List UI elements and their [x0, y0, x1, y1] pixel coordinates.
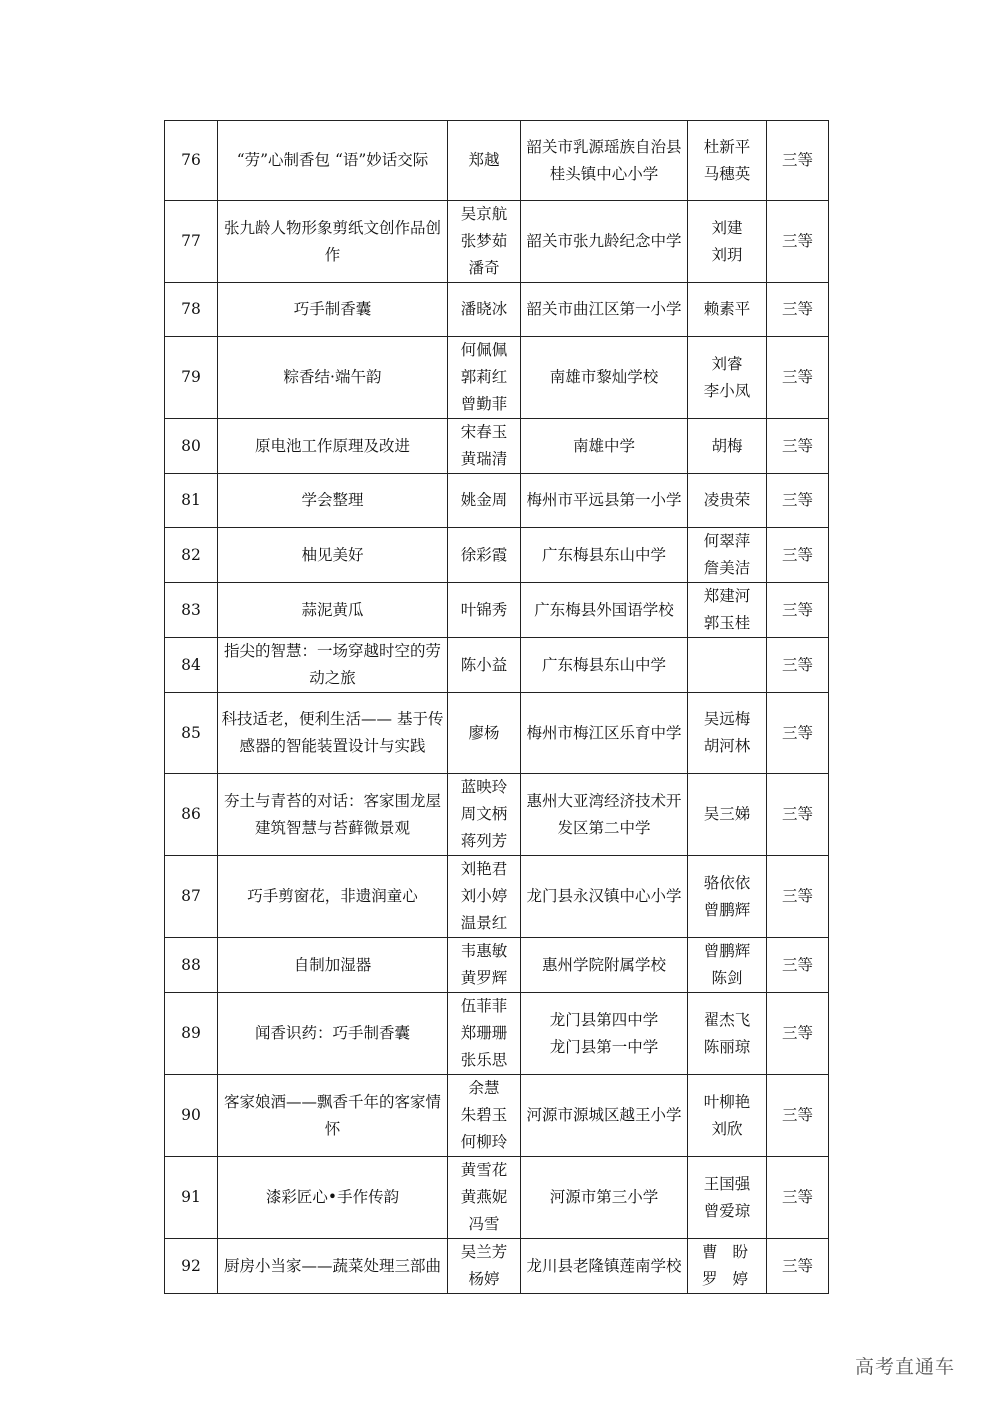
cell-school: 韶关市乳源瑶族自治县桂头镇中心小学 [521, 121, 688, 201]
cell-teachers: 叶柳艳 刘欣 [688, 1075, 767, 1157]
cell-number: 91 [165, 1157, 218, 1239]
watermark-text: 高考直通车 [855, 1356, 956, 1378]
table-row [165, 201, 829, 283]
cell-grade: 三等 [767, 1075, 829, 1157]
cell-title: 漆彩匠心•手作传韵 [218, 1157, 448, 1239]
cell-number: 76 [165, 121, 218, 201]
cell-grade: 三等 [767, 474, 829, 528]
cell-teachers: 郑建河 郭玉桂 [688, 583, 767, 638]
cell-school: 广东梅县东山中学 [521, 638, 688, 693]
cell-authors: 宋春玉 黄瑞清 [448, 419, 521, 474]
cell-school: 韶关市张九龄纪念中学 [521, 201, 688, 283]
cell-authors: 吴京航 张梦茹 潘奇 [448, 201, 521, 283]
cell-number: 90 [165, 1075, 218, 1157]
cell-number: 80 [165, 419, 218, 474]
cell-title: 张九龄人物形象剪纸文创作品创作 [218, 201, 448, 283]
cell-grade: 三等 [767, 1239, 829, 1294]
table-row [165, 938, 829, 993]
cell-grade: 三等 [767, 337, 829, 419]
cell-teachers: 胡梅 [688, 419, 767, 474]
cell-teachers: 刘睿 李小凤 [688, 337, 767, 419]
cell-teachers: 赖素平 [688, 283, 767, 337]
table-row [165, 638, 829, 693]
cell-title: 柚见美好 [218, 528, 448, 583]
cell-authors: 吴兰芳 杨婷 [448, 1239, 521, 1294]
table-row [165, 774, 829, 856]
cell-title: 学会整理 [218, 474, 448, 528]
cell-number: 87 [165, 856, 218, 938]
cell-grade: 三等 [767, 1157, 829, 1239]
table-row [165, 528, 829, 583]
cell-authors: 刘艳君 刘小婷 温景红 [448, 856, 521, 938]
cell-authors: 陈小益 [448, 638, 521, 693]
cell-teachers [688, 638, 767, 693]
cell-authors: 伍菲菲 郑珊珊 张乐思 [448, 993, 521, 1075]
cell-school: 惠州大亚湾经济技术开发区第二中学 [521, 774, 688, 856]
cell-grade: 三等 [767, 638, 829, 693]
table-row [165, 121, 829, 201]
cell-number: 89 [165, 993, 218, 1075]
cell-teachers: 曹盼 罗婷 [688, 1239, 767, 1294]
cell-school: 龙川县老隆镇莲南学校 [521, 1239, 688, 1294]
cell-teachers: 吴远梅 胡河林 [688, 693, 767, 774]
cell-title: 粽香结·端午韵 [218, 337, 448, 419]
table-row [165, 283, 829, 337]
cell-teachers: 王国强 曾爱琼 [688, 1157, 767, 1239]
table-row [165, 1075, 829, 1157]
cell-grade: 三等 [767, 993, 829, 1075]
cell-number: 92 [165, 1239, 218, 1294]
table-row [165, 1157, 829, 1239]
cell-school: 河源市源城区越王小学 [521, 1075, 688, 1157]
cell-school: 龙门县永汉镇中心小学 [521, 856, 688, 938]
cell-number: 84 [165, 638, 218, 693]
awards-table-body [165, 121, 829, 1294]
cell-authors: 韦惠敏 黄罗辉 [448, 938, 521, 993]
cell-title: 自制加湿器 [218, 938, 448, 993]
cell-authors: 郑越 [448, 121, 521, 201]
cell-authors: 何佩佩 郭莉红 曾勤菲 [448, 337, 521, 419]
cell-authors: 潘晓冰 [448, 283, 521, 337]
cell-school: 广东梅县外国语学校 [521, 583, 688, 638]
cell-school: 梅州市平远县第一小学 [521, 474, 688, 528]
cell-number: 78 [165, 283, 218, 337]
cell-number: 88 [165, 938, 218, 993]
cell-teachers: 曾鹏辉 陈剑 [688, 938, 767, 993]
cell-grade: 三等 [767, 856, 829, 938]
cell-grade: 三等 [767, 938, 829, 993]
table-row [165, 474, 829, 528]
cell-title: 客家娘酒——飘香千年的客家情怀 [218, 1075, 448, 1157]
cell-teachers: 翟杰飞 陈丽琼 [688, 993, 767, 1075]
cell-school: 龙门县第四中学 龙门县第一中学 [521, 993, 688, 1075]
awards-table [164, 120, 829, 1294]
cell-teachers: 骆依依 曾鹏辉 [688, 856, 767, 938]
table-row [165, 993, 829, 1075]
cell-number: 85 [165, 693, 218, 774]
cell-school: 河源市第三小学 [521, 1157, 688, 1239]
cell-grade: 三等 [767, 283, 829, 337]
cell-authors: 徐彩霞 [448, 528, 521, 583]
cell-grade: 三等 [767, 201, 829, 283]
cell-teachers: 刘建 刘玥 [688, 201, 767, 283]
cell-authors: 廖杨 [448, 693, 521, 774]
cell-number: 77 [165, 201, 218, 283]
cell-title: 闻香识药：巧手制香囊 [218, 993, 448, 1075]
cell-school: 韶关市曲江区第一小学 [521, 283, 688, 337]
cell-number: 86 [165, 774, 218, 856]
cell-title: 巧手剪窗花，非遗润童心 [218, 856, 448, 938]
cell-authors: 蓝映玲 周文柄 蒋列芳 [448, 774, 521, 856]
cell-number: 79 [165, 337, 218, 419]
cell-title: 夯土与青苔的对话：客家围龙屋建筑智慧与苔藓微景观 [218, 774, 448, 856]
cell-title: 厨房小当家——蔬菜处理三部曲 [218, 1239, 448, 1294]
cell-grade: 三等 [767, 583, 829, 638]
table-row [165, 337, 829, 419]
cell-authors: 叶锦秀 [448, 583, 521, 638]
cell-teachers: 凌贵荣 [688, 474, 767, 528]
cell-authors: 姚金周 [448, 474, 521, 528]
cell-grade: 三等 [767, 774, 829, 856]
cell-teachers: 何翠萍 詹美洁 [688, 528, 767, 583]
cell-school: 惠州学院附属学校 [521, 938, 688, 993]
cell-title: 巧手制香囊 [218, 283, 448, 337]
cell-teachers: 杜新平 马穗英 [688, 121, 767, 201]
cell-grade: 三等 [767, 528, 829, 583]
cell-grade: 三等 [767, 693, 829, 774]
cell-number: 83 [165, 583, 218, 638]
cell-grade: 三等 [767, 419, 829, 474]
table-row [165, 693, 829, 774]
table-row [165, 856, 829, 938]
cell-authors: 黄雪花 黄燕妮 冯雪 [448, 1157, 521, 1239]
cell-title: “劳”心制香包 “语”妙话交际 [218, 121, 448, 201]
cell-authors: 余慧 朱碧玉 何柳玲 [448, 1075, 521, 1157]
cell-title: 科技适老，便利生活—— 基于传感器的智能装置设计与实践 [218, 693, 448, 774]
cell-school: 梅州市梅江区乐育中学 [521, 693, 688, 774]
cell-title: 蒜泥黄瓜 [218, 583, 448, 638]
cell-school: 南雄中学 [521, 419, 688, 474]
cell-title: 原电池工作原理及改进 [218, 419, 448, 474]
table-row [165, 1239, 829, 1294]
table-row [165, 419, 829, 474]
cell-teachers: 吴三娣 [688, 774, 767, 856]
cell-title: 指尖的智慧：一场穿越时空的劳动之旅 [218, 638, 448, 693]
cell-number: 82 [165, 528, 218, 583]
cell-grade: 三等 [767, 121, 829, 201]
cell-school: 南雄市黎灿学校 [521, 337, 688, 419]
cell-school: 广东梅县东山中学 [521, 528, 688, 583]
cell-number: 81 [165, 474, 218, 528]
table-row [165, 583, 829, 638]
